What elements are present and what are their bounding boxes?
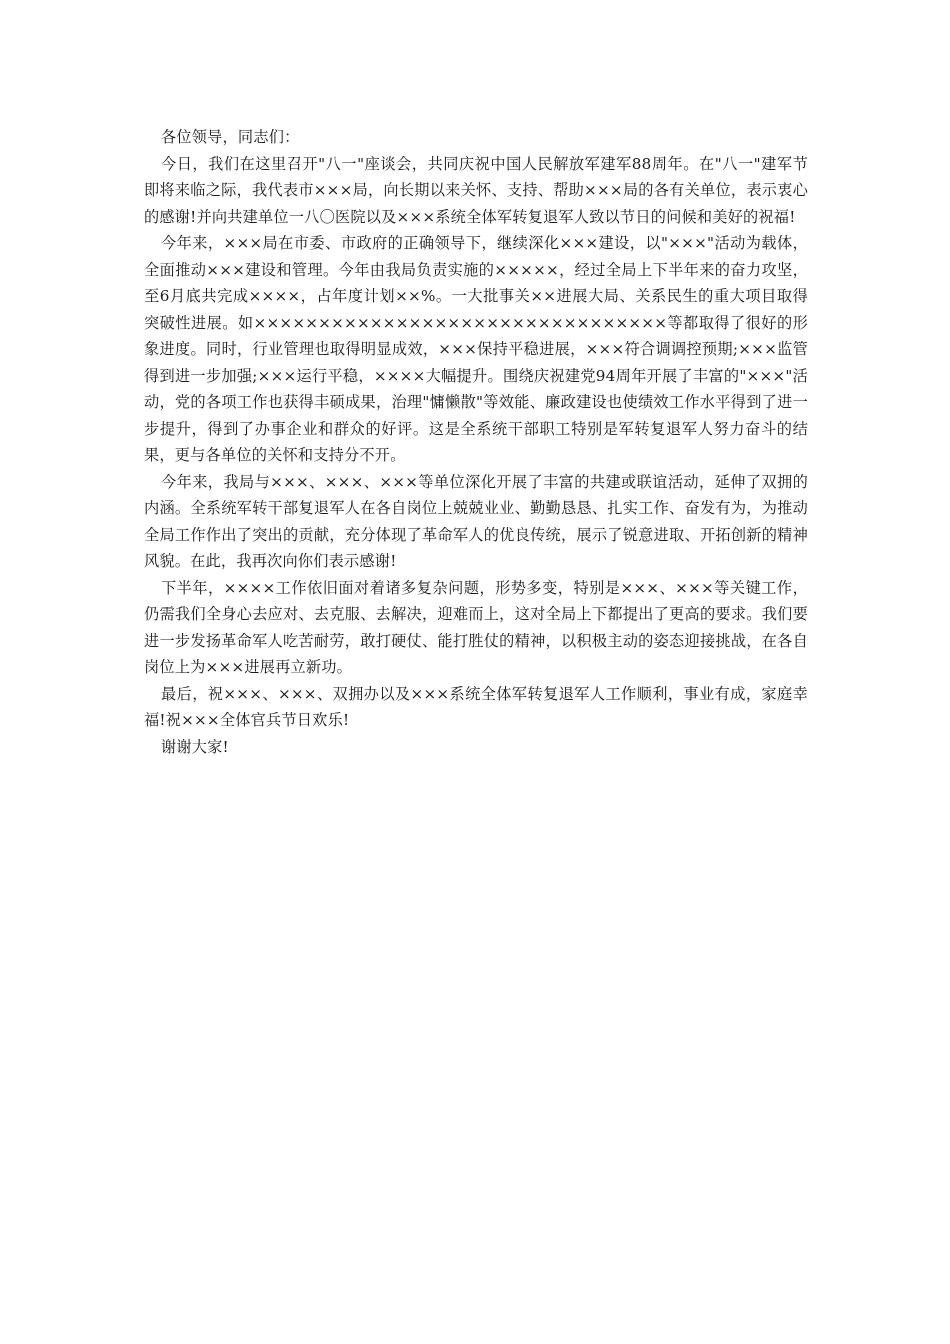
paragraph-joint-activities: 今年来，我局与×××、×××、×××等单位深化开展了丰富的共建或联谊活动，延伸了双拥的内涵。全系统军转干部复退军人在各自岗位上兢兢业业、勤勤恳恳、扎实工作、奋发有为，为推动全局工作作出了突出的贡献，充分体现了革命军人的优良传统，展示了锐意进取、开拓创新的精神风貌。在此，我再次向你们表示感谢!: [144, 472, 808, 570]
paragraph-second-half: 下半年，××××工作依旧面对着诸多复杂问题，形势多变，特别是×××、×××等关键工作，仍需我们全身心去应对、去克服、去解决，迎难而上，这对全局上下都提出了更高的要求。我们要进一步发扬革命军人吃苦耐劳，敢打硬仗、能打胜仗的精神，以积极主动的姿态迎接挑战，在各自岗位上为×××进展再立新功。: [144, 578, 808, 676]
document-body: [144, 124, 808, 760]
paragraph-closing-wishes: 最后，祝×××、×××、双拥办以及×××系统全体军转复退军人工作顺利，事业有成，家庭幸福!祝×××全体官兵节日欢乐!: [144, 684, 808, 729]
paragraph-opening: 今日，我们在这里召开"八一"座谈会，共同庆祝中国人民解放军建军88周年。在"八一"建军节即将来临之际，我代表市×××局，向长期以来关怀、支持、帮助×××局的各有关单位，表示衷心的感谢!并向共建单位一八〇医院以及×××系统全体军转复退军人致以节日的问候和美好的祝福!: [144, 154, 808, 226]
paragraph-achievements: 今年来，×××局在市委、市政府的正确领导下，继续深化×××建设，以"×××"活动为载体，全面推动×××建设和管理。今年由我局负责实施的×××××，经过全局上下半年来的奋力攻坚，至6月底共完成××××，占年度计划××%。一大批事关××进展大局、关系民生的重大项目取得突破性进展。如××××××××××××××××××××××××××××××××等都取得了很好的形象进度。同时，行业管理也取得明显成效，×××保持平稳进展，×××符合调调控预期;×××监管得到进一步加强;×××运行平稳，××××大幅提升。围绕庆祝建党94周年开展了丰富的"×××"活动，党的各项工作也获得丰硕成果，治理"慵懒散"等效能、廉政建设也使绩效工作水平得到了进一步提升，得到了办事企业和群众的好评。这是全系统干部职工特别是军转复退军人努力奋斗的结果，更与各单位的关怀和支持分不开。: [144, 234, 808, 464]
salutation: 各位领导，同志们：: [161, 128, 300, 146]
paragraph-thanks: 谢谢大家!: [161, 737, 229, 756]
